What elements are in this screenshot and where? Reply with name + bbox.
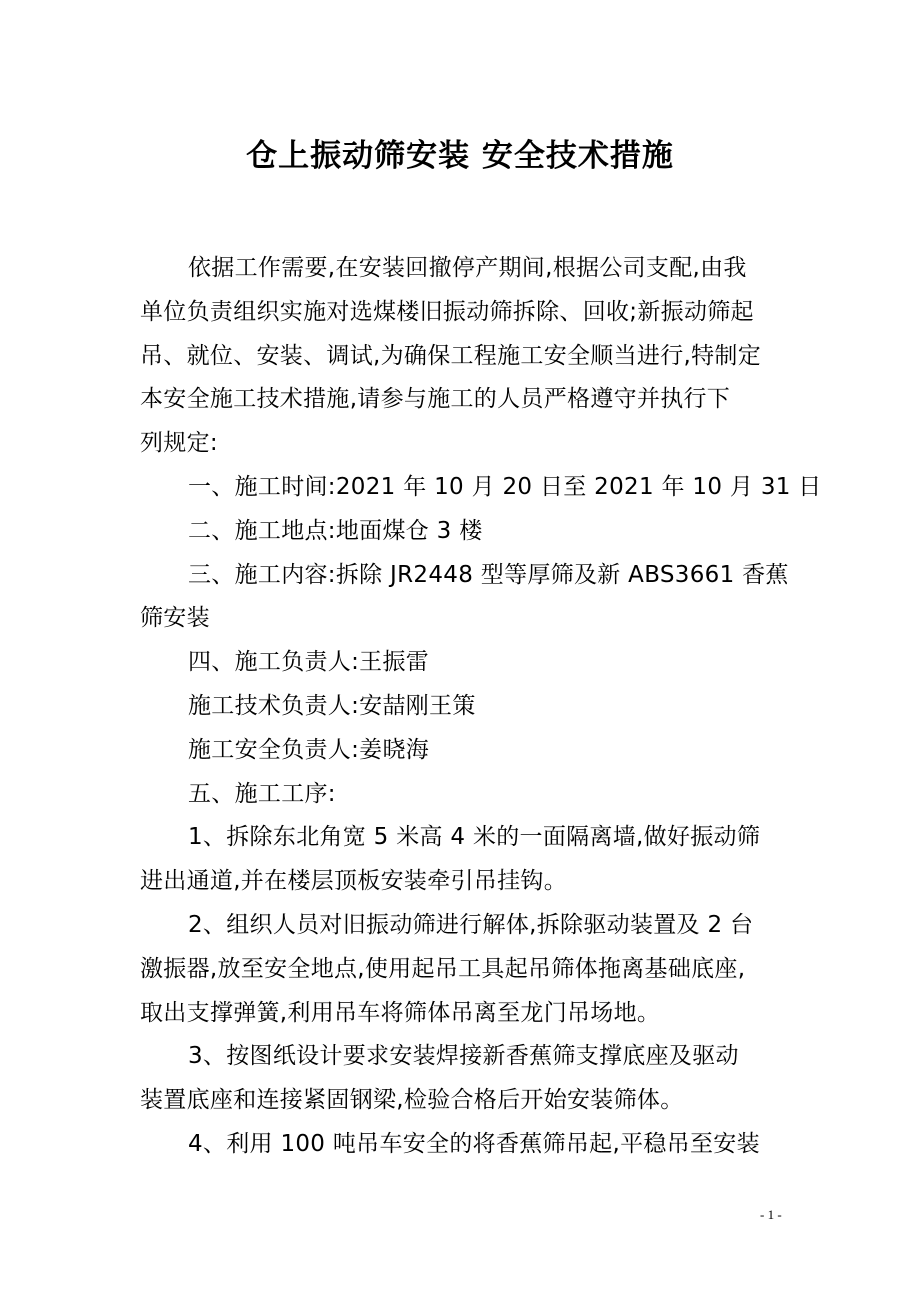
- text-line: 进出通道,并在楼层顶板安装牵引吊挂钩。: [140, 868, 568, 895]
- text-line: 筛安装: [140, 605, 210, 632]
- paragraph: [140, 247, 790, 466]
- paragraph: [140, 554, 790, 642]
- text-line: 2、组织人员对旧振动筛进行解体,拆除驱动装置及 2 台: [188, 911, 754, 938]
- paragraph: [140, 510, 790, 554]
- paragraph: [140, 641, 790, 685]
- text-line: 三、施工内容:拆除 JR2448 型等厚筛及新 ABS3661 香蕉: [188, 561, 789, 588]
- text-line: 取出支撑弹簧,利用吊车将筛体吊离至龙门吊场地。: [140, 999, 661, 1026]
- text-line: 3、按图纸设计要求安装焊接新香蕉筛支撑底座及驱动: [188, 1043, 739, 1070]
- paragraph: [140, 685, 790, 729]
- text-line: 四、施工负责人:王振雷: [188, 649, 430, 676]
- document-body: [140, 247, 822, 1167]
- text-line: 二、施工地点:地面煤仓 3 楼: [188, 517, 483, 544]
- paragraph: [140, 816, 790, 904]
- text-line: 装置底座和连接紧固钢梁,检验合格后开始安装筛体。: [140, 1087, 684, 1114]
- paragraph: [140, 729, 790, 773]
- text-line: 4、利用 100 吨吊车安全的将香蕉筛吊起,平稳吊至安装: [188, 1130, 760, 1157]
- text-line: 单位负责组织实施对选煤楼旧振动筛拆除、回收;新振动筛起: [140, 298, 754, 325]
- paragraph: [140, 466, 822, 510]
- text-line: 一、施工时间:2021 年 10 月 20 日至 2021 年 10 月 31 日: [188, 473, 822, 500]
- paragraph: [140, 904, 790, 1035]
- page-number: - 1 -: [760, 1207, 782, 1222]
- text-line: 五、施工工序:: [188, 780, 336, 807]
- text-line: 激振器,放至安全地点,使用起吊工具起吊筛体拖离基础底座,: [140, 955, 746, 982]
- text-line: 施工技术负责人:安喆刚王策: [188, 692, 476, 719]
- text-line: 本安全施工技术措施,请参与施工的人员严格遵守并执行下: [140, 386, 731, 413]
- text-line: 施工安全负责人:姜晓海: [188, 736, 430, 763]
- paragraph: [140, 1035, 790, 1123]
- paragraph: [140, 773, 790, 817]
- text-line: 吊、就位、安装、调试,为确保工程施工安全顺当进行,特制定: [140, 342, 762, 369]
- document-title: 仓上振动筛安装 安全技术措施: [246, 138, 674, 174]
- text-line: 依据工作需要,在安装回撤停产期间,根据公司支配,由我: [188, 255, 747, 281]
- text-line: 列规定:: [140, 430, 218, 457]
- paragraph: [140, 1123, 790, 1167]
- text-line: 1、拆除东北角宽 5 米高 4 米的一面隔离墙,做好振动筛: [188, 824, 761, 851]
